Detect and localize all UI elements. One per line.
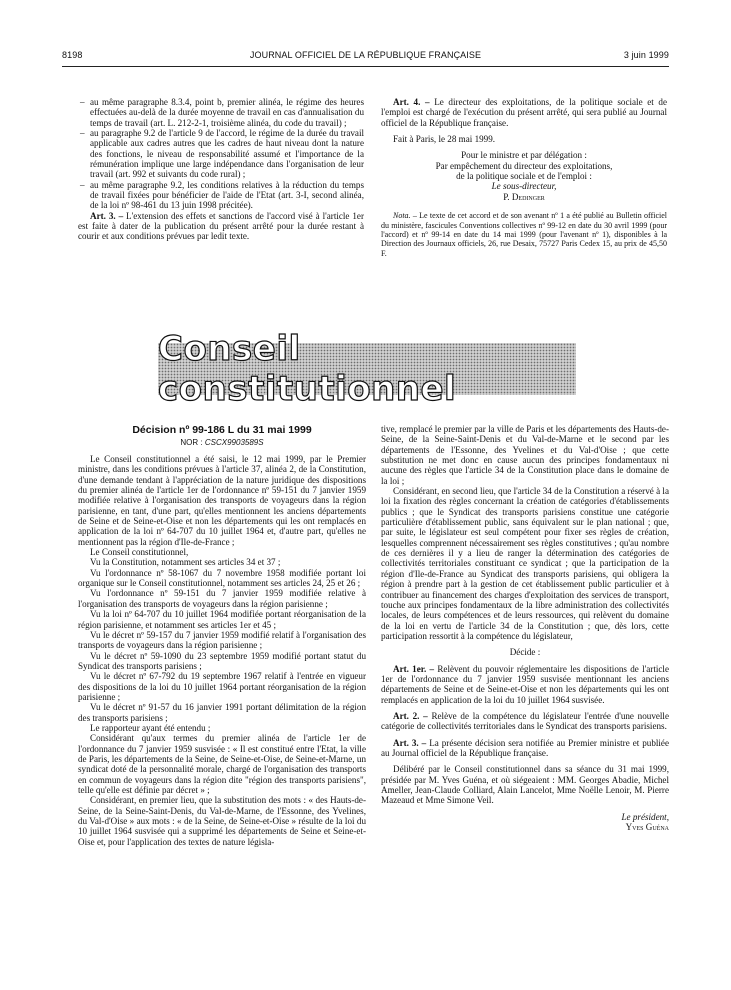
list-item: – au paragraphe 9.2 de l'article 9 de l'accord, le régime de la durée du travail applicable aux cadres autres que les cadres de haut niveau dont la nature des fonctions, le niveau de responsabilité assumé et l'importance de la rémunération implique une large indépendance dans l'organisation de leur travail (art. 992 et suivants du code rural) ; [78, 128, 364, 180]
paragraph: Considérant, en premier lieu, que la substitution des mots : « des Hauts-de-Seine, de la Seine-Saint-Denis, du Val-de-Marne, de l'Essonne, des Yvelines, du Val-d'Oise » aux mots : « de la Seine, de Seine-et-Oise » résulte de la loi du 10 juillet 1964 susvisée qui a supprimé les départements de Seine et Seine-et-Oise et, pour l'application des textes de nature législa- [78, 795, 366, 847]
page-number: 8198 [62, 50, 83, 60]
article-2-label: Art. 2. – [393, 710, 428, 721]
article-3-paragraph [78, 211, 364, 242]
decision-article-2 [381, 711, 669, 732]
journal-title: JOURNAL OFFICIEL DE LA RÉPUBLIQUE FRANÇAISE [249, 50, 482, 60]
paragraph: Vu la loi nº 64-707 du 10 juillet 1964 modifiée portant réorganisation de la région parisienne, et notamment ses articles 1er et 45 ; [78, 609, 366, 630]
header-rule [62, 66, 669, 67]
decision-title: Décision nº 99-186 L du 31 mai 1999 [132, 424, 312, 436]
article-1-text: Relèvent du pouvoir réglementaire les dispositions de l'article 1er de l'ordonnance du 7 janvier 1959 susvisée mentionnant les anciens départements de Seine et de Seine-et-Oise et non les départements qui les ont remplacés en application de la loi du 10 juillet 1964 susvisée. [381, 663, 669, 705]
paragraph: Vu l'ordonnance nº 58-1067 du 7 novembre 1958 modifiée portant loi organique sur le Conseil constitutionnel, notamment ses articles 24, 25 et 26 ; [78, 567, 366, 589]
issue-date: 3 juin 1999 [623, 50, 669, 60]
article-2-text: Relève de la compétence du législateur l'entrée d'une nouvelle catégorie de collectivités territoriales dans le Syndicat des transports parisiens. [381, 710, 669, 732]
done-at: Fait à Paris, le 28 mai 1999. [393, 134, 496, 145]
paragraph: Le rapporteur ayant été entendu ; [90, 722, 211, 733]
nota-label: Nota. – [393, 211, 417, 221]
president-name: Yves Guéna [625, 822, 669, 833]
article-4-label: Art. 4. – [393, 97, 430, 107]
top-right-column [381, 97, 667, 258]
paragraph: Considérant qu'aux termes du premier alinéa de l'article 1er de l'ordonnance du 7 janvier 1959 susvisée : « Il est constitué entre l'Etat, la ville de Paris, les départements de la Seine, de Seine-et-Oise, de Seine-et-Marne, un syndicat doté de la personnalité morale, chargé de l'organisation des transports en commun de voyageurs dans la région dite "région des transports parisiens", telle qu'elle est définie par décret » ; [78, 733, 366, 795]
nor-label: NOR : [180, 438, 203, 447]
paragraph: Considérant, en second lieu, que l'article 34 de la Constitution a réservé à la loi la fixation des règles concernant la création de catégories d'établissements publics ; que le Syndicat des transports parisiens constitue une catégorie particulière d'établissement public, sans équivalent sur le plan national ; que, par suite, le législateur est seul compétent pour fixer ses règles de création, lesquelles comprennent nécessairement ses règles constitutives ; qu'au nombre de ces dernières il y a lieu de ranger la détermination des catégories de collectivités territoriales constituant ce syndicat ; que la participation de la région d'Ile-de-France au Syndicat des transports parisiens, qui obligera la région à prendre part à la gestion de cet établissement public particulier et à contribuer au financement des charges d'exploitation des services de transport, touche aux principes fondamentaux de la libre administration des collectivités locales, de leurs compétences et de leurs ressources, qui relèvent du domaine de la loi en vertu de l'article 34 de la Constitution ; que, dès lors, cette participation ressortit à la compétence du législateur, [381, 486, 669, 641]
paragraph: Le Conseil constitutionnel a été saisi, le 12 mai 1999, par le Premier ministre, dans les conditions prévues à l'article 37, alinéa 2, de la Constitution, d'une demande tendant à l'appréciation de la nature juridique des dispositions du premier alinéa de l'article 1er de l'ordonnance nº 59-151 du 7 janvier 1959 modifiée relative à l'organisation des transports de voyageurs dans la région parisienne, en tant, d'une part, qu'elles mentionnent les anciens départements de Seine et de Seine-et-Oise et non les départements qui les ont remplacés en application de la loi nº 64-707 du 10 juillet 1964 et, d'autre part, qu'elles ne mentionnent pas la région d'Ile-de-France ; [78, 454, 366, 547]
paragraph: Vu le décret nº 59-157 du 7 janvier 1959 modifié relatif à l'organisation des transports de voyageurs dans la région parisienne ; [78, 629, 366, 651]
signatory-role: Le sous-directeur, [491, 181, 557, 192]
deliberation-paragraph: Délibéré par le Conseil constitutionnel dans sa séance du 31 mai 1999, présidée par M. Yves Guéna, et où siégeaient : MM. Georges Abadie, Michel Ameller, Jean-Claude Colliard, Alain Lancelot, Mme Noëlle Lenoir, M. Pierre Mazeaud et Mme Simone Veil. [381, 764, 669, 806]
running-header [62, 50, 669, 66]
signature-line-2: Par empêchement du directeur des exploitations, [435, 160, 613, 171]
nor-code: CSCX9903589S [204, 438, 264, 447]
nota-note [381, 211, 667, 258]
nor-reference [78, 437, 366, 448]
dash-list [78, 97, 364, 211]
decision-left-column [78, 424, 366, 847]
list-item: – au même paragraphe 9.2, les conditions relatives à la réduction du temps de travail fixées pour bénéficier de l'aide de l'Etat (art. 3-I, second alinéa, de la loi nº 98-461 du 13 juin 1998 précitée). [78, 180, 364, 211]
decides-heading: Décide : [509, 647, 541, 658]
signatory-name: P. Dedinger [503, 191, 545, 202]
article-3-label: Art. 3. – [393, 737, 427, 748]
nota-text: Le texte de cet accord et de son avenant nº 1 a été publié au Bulletin officiel du ministère, fascicules Conventions collectives nº 99-12 en date du 30 avril 1999 (pour l'accord) et nº 99-14 en date du 14 mai 1999 (pour l'avenant nº 1), disponibles à la Direction des Journaux officiels, 26, rue Desaix, 75727 Paris Cedex 15, au prix de 45,50 F. [381, 211, 667, 258]
signature-line-1: Pour le ministre et par délégation : [461, 150, 587, 161]
decision-article-3 [381, 738, 669, 759]
paragraph: Vu la Constitution, notamment ses articles 34 et 37 ; [90, 557, 281, 568]
paragraph: Vu le décret nº 91-57 du 16 janvier 1991 portant délimitation de la région des transports parisiens ; [78, 702, 366, 723]
section-title: Conseil constitutionnel [158, 329, 457, 409]
decision-article-1 [381, 664, 669, 705]
article-4-paragraph [381, 97, 667, 128]
article-1-label: Art. 1er. – [393, 663, 435, 674]
article-3-label: Art. 3. – [90, 210, 124, 221]
paragraph: Vu l'ordonnance nº 59-151 du 7 janvier 1959 modifiée relative à l'organisation des transports de voyageurs dans la région parisienne ; [78, 588, 366, 609]
decision-right-column [381, 424, 669, 832]
president-role: Le président, [621, 811, 669, 822]
signature-line-3: de la politique sociale et de l'emploi : [456, 171, 592, 182]
section-banner [158, 329, 576, 409]
article-4-text: Le directeur des exploitations, de la politique sociale et de l'emploi est chargé de l'exécution du présent arrêté, qui sera publié au Journal officiel de la République française. [381, 97, 668, 128]
paragraph: tive, remplacé le premier par la ville de Paris et les départements des Hauts-de-Seine, de la Seine-Saint-Denis et du Val-de-Marne et le second par les départements de l'Essonne, des Yvelines et du Val-d'Oise ; que cette substitution ne met donc en cause aucun des principes fondamentaux ni aucune des règles que l'article 34 de la Constitution place dans le domaine de la loi ; [381, 424, 669, 486]
list-item: – au même paragraphe 8.3.4, point b, premier alinéa, le régime des heures effectuées au-delà de la durée moyenne de travail en cas d'annualisation du temps de travail (art. L. 212-2-1, troisième alinéa, du code du travail) ; [78, 97, 364, 128]
article-3-text: La présente décision sera notifiée au Premier ministre et publiée au Journal officiel de la République française. [381, 737, 669, 758]
paragraph: Le Conseil constitutionnel, [90, 547, 189, 558]
article-3-text: L'extension des effets et sanctions de l'accord visé à l'article 1er est faite à dater de la publication du présent arrêté pour la durée restant à courir et aux conditions prévues par ledit texte. [78, 210, 364, 242]
paragraph: Vu le décret nº 59-1090 du 23 septembre 1959 modifié portant statut du Syndicat des transports parisiens ; [78, 650, 366, 671]
top-left-column [78, 97, 364, 242]
paragraph: Vu le décret nº 67-792 du 19 septembre 1967 relatif à l'entrée en vigueur des dispositions de la loi du 10 juillet 1964 portant réorganisation de la région parisienne ; [78, 671, 366, 702]
